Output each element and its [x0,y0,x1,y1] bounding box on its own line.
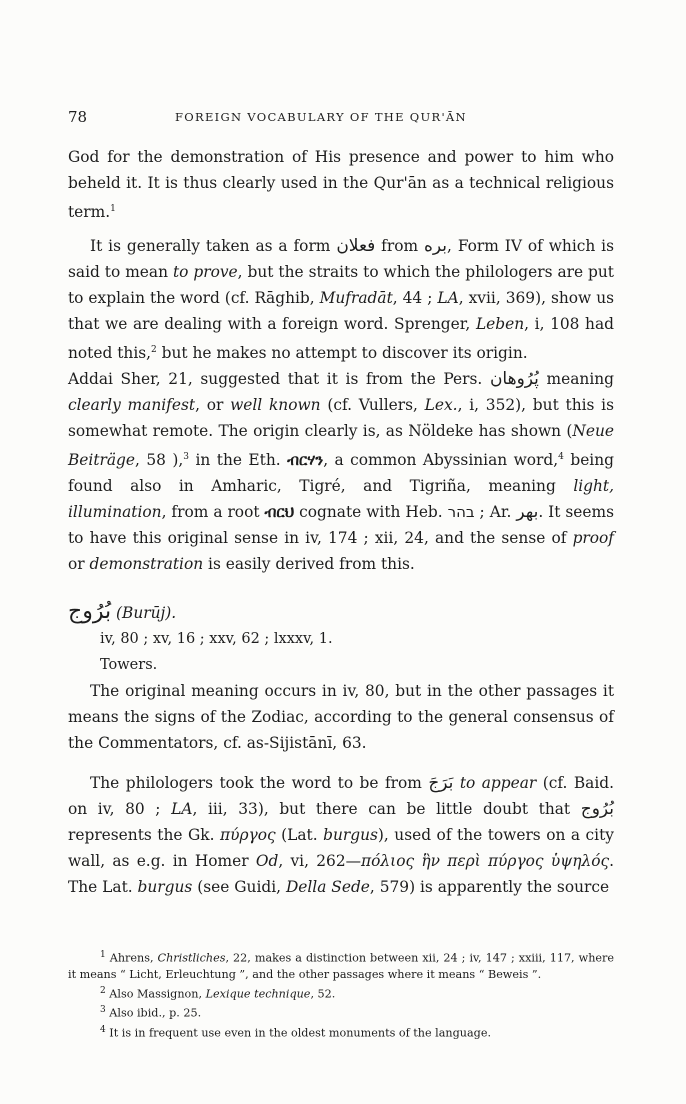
ethiopic-root: ብርህ [264,503,295,522]
footnote-3: $^3$ Also ibid., p. 25. [100,1005,202,1021]
hebrew-word: בהר [447,503,475,522]
paragraph-1: God for the demonstration of His presence and power to him who beheld it. It is thus clearly used in the Qur'ān as a technical religious term.$^1$ [68,148,614,222]
greek-quote: πόλιος ἣν περὶ πύργος ὑψηλός [361,852,610,871]
footnote-ref-1: 1 [110,204,116,214]
entry-references: iv, 80 ; xv, 16 ; xxv, 62 ; lxxxv, 1. [100,631,333,648]
running-header [0,108,686,128]
entry-head [68,599,614,626]
paragraph-3: Addai Sher, 21, suggested that it is from the Pers. پُرُوهان meaning clearly manifest, or well known (cf. Vullers, Lex., i, 352), but this is somewhat remote. The origin clearly is, as Nöldeke has shown (Neue Beiträge, 58 ),$^3$ in the Eth. ብርሃን, a common Abyssinian word,$^4$ being found also in Amharic, Tigré, and Tigriña, meaning light, illumination, from a root ብርህ cognate with Heb. בהר ; Ar. بهر. It seems to have this original sense in iv, 174 ; xii, 24, and the sense of proof or demonstration is easily derived from this. [68,369,615,574]
footnote-ref-3: 3 [183,452,190,463]
arabic-word: بُرُوج [580,799,615,820]
arabic-word: بَرَجَ [428,773,454,794]
arabic-word: فعلان [336,236,376,257]
footnote-1: $^1$ Ahrens, Christliches, 22, makes a distinction between xii, 24 ; iv, 147 ; xxiii, 117, where it means “ Licht, Erleuchtung ”, and the other passages where it means “ Beweis ”. [68,950,615,981]
ethiopic-word: ብርሃን [287,451,324,470]
persian-word: پُرُوهان [489,369,539,390]
entry-gloss: Towers. [100,657,158,674]
arabic-word: بره [424,236,448,257]
page-number: 78 [68,108,88,126]
footnote-4: $^4$ It is in frequent use even in the oldest monuments of the language. [100,1025,492,1040]
paragraph-4: The original meaning occurs in iv, 80, but in the other passages it means the signs of the Zodiac, according to the general consensus of the Commentators, cf. as-Sijistānī, 63. [68,682,614,753]
paragraph-5: The philologers took the word to be from بَرَجَ to appear (cf. Baid. on iv, 80 ; LA, iii, 33), but there can be little doubt that بُرُوج represents the Gk. πύργος (Lat. burgus), used of the towers on a city wall, as e.g. in Homer Od, vi, 262—πόλιος ἣν περὶ πύργος ὑψηλός. The Lat. burgus (see Guidi, Della Sede, 579) is apparently the source [68,773,615,897]
footnotes [68,947,614,1042]
entry-transliteration: (Burūj). [116,604,177,623]
main-text [68,144,614,900]
entry-headword: بُرُوج [68,599,112,625]
running-title: FOREIGN VOCABULARY OF THE QUR'ĀN [175,110,467,124]
footnote-2: $^2$ Also Massignon, Lexique technique, 52. [100,985,336,1001]
dictionary-entry [68,599,614,678]
arabic-word: بهر [516,502,539,523]
footnote-ref-4: 4 [558,452,564,463]
greek-word: πύργος [220,826,276,845]
footnote-ref-2: 2 [151,345,157,356]
paragraph-2: It is generally taken as a form فعلان from بره, Form IV of which is said to mean to prove, but the straits to which the philologers are put to explain the word (cf. Rāghib, Mufradāt, 44 ; LA, xvii, 369), show us that we are dealing with a foreign word. Sprenger, Leben, i, 108 had noted this,$^2$ but he makes no attempt to discover its origin. [68,236,615,363]
